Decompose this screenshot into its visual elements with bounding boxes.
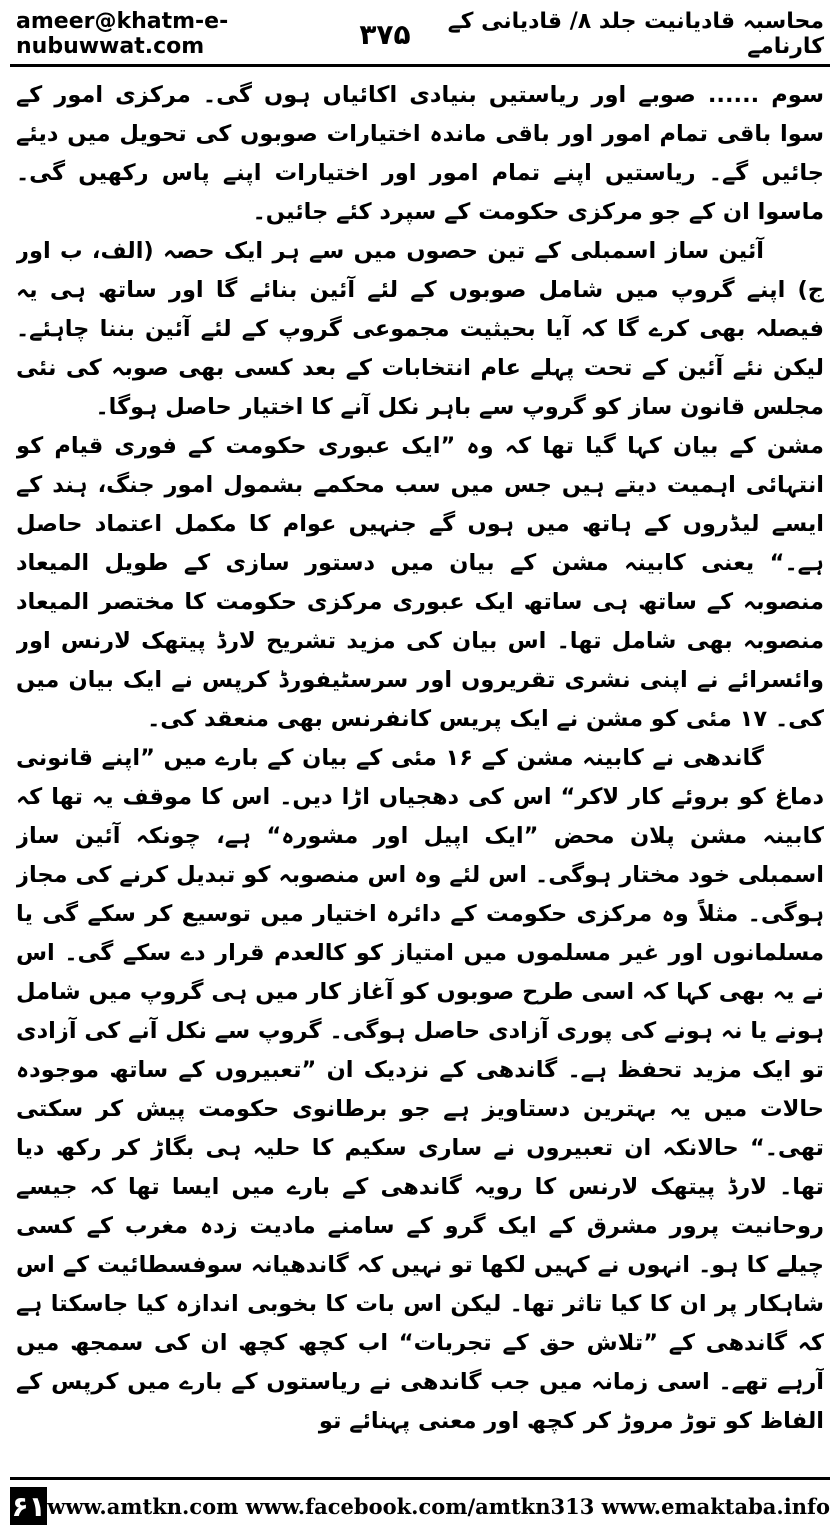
paragraph: گاندھی نے کابینہ مشن کے ۱۶ مئی کے بیان کے بارے میں ”اپنے قانونی دماغ کو بروئے کار لاکر“ اس کی دھجیاں اڑا دیں۔ اس کا موقف یہ تھا کہ کابینہ مشن پلان محض ”ایک اپیل اور مشورہ“ ہے، چونکہ آئین ساز اسمبلی خود مختار ہوگی۔ اس لئے وہ اس منصوبہ کو تبدیل کرنے کی مجاز ہوگی۔ مثلاً وہ مرکزی حکومت کے دائرہ اختیار میں توسیع کر سکے گی یا مسلمانوں اور غیر مسلموں میں امتیاز کو کالعدم قرار دے سکے گی۔ اس نے یہ بھی کہا کہ اسی طرح صوبوں کو آغاز کار میں ہی گروپ میں شامل ہونے یا نہ ہونے کی پوری آزادی حاصل ہوگی۔ گروپ سے نکل آنے کی آزادی تو ایک مزید تحفظ ہے۔ گاندھی کے نزدیک ان ”تعبیروں کے ساتھ موجودہ حالات میں یہ بہترین دستاویز ہے جو برطانوی حکومت پیش کر سکتی تھی۔“ حالانکہ ان تعبیروں نے ساری سکیم کا حلیہ ہی بگاڑ کر رکھ دیا تھا۔ لارڈ پیتھک لارنس کا رویہ گاندھی کے بارے میں ایسا تھا کہ جیسے روحانیت پرور مشرق کے ایک گرو کے سامنے مادیت زدہ مغرب کے کسی چیلے کا ہو۔ انہوں نے کہیں لکھا تو نہیں کہ گاندھیانہ سوفسطائیت کے اس شاہکار پر ان کا کیا تاثر تھا۔ لیکن اس بات کا بخوبی اندازہ کیا جاسکتا ہے کہ گاندھی کے ”تلاش حق کے تجربات“ اب کچھ کچھ ان کی سمجھ میں آرہے تھے۔ اسی زمانہ میں جب گاندھی نے ریاستوں کے بارے میں کرپس کے الفاظ کو توڑ مروڑ کر کچھ اور معنی پہنائے تو [16, 745, 824, 1434]
paragraph: سوم ...... صوبے اور ریاستیں بنیادی اکائیاں ہوں گی۔ مرکزی امور کے سوا باقی تمام امور اور باقی ماندہ اختیارات صوبوں کی تحویل میں دیئے جائیں گے۔ ریاستیں اپنے تمام امور اور اختیارات اپنے پاس رکھیں گی۔ ماسوا ان کے جو مرکزی حکومت کے سپرد کئے جائیں۔ [16, 82, 824, 225]
paragraph: آئین ساز اسمبلی کے تین حصوں میں سے ہر ایک حصہ (الف، ب اور ج) اپنے گروپ میں شامل صوبوں کے لئے آئین بنائے گا اور ساتھ ہی یہ فیصلہ بھی کرے گا کہ آیا بحیثیت مجموعی گروپ کے لئے آئین بننا چاہئے۔ لیکن نئے آئین کے تحت پہلے عام انتخابات کے بعد کسی بھی صوبہ کی نئی مجلس قانون ساز کو گروپ سے باہر نکل آنے کا اختیار حاصل ہوگا۔ [16, 238, 824, 420]
header-right [359, 9, 824, 59]
article-body [16, 76, 824, 1470]
page-header [16, 9, 824, 59]
folio-number: ۶۱ [10, 1487, 47, 1525]
paragraph: مشن کے بیان کہا گیا تھا کہ وہ ”ایک عبوری حکومت کے فوری قیام کو انتہائی اہمیت دیتے ہیں جس میں سب محکمے بشمول امور جنگ، ہند کے ایسے لیڈروں کے ہاتھ میں ہوں گے جنہیں عوام کا مکمل اعتماد حاصل ہے۔“ یعنی کابینہ مشن کے بیان میں دستور سازی کے طویل المیعاد منصوبہ کے ساتھ ہی ساتھ ایک عبوری مرکزی حکومت کا مختصر المیعاد منصوبہ بھی شامل تھا۔ اس بیان کی مزید تشریح لارڈ پیتھک لارنس اور وائسرائے نے اپنی نشری تقریروں اور سرسٹیفورڈ کرپس نے ایک بیان میں کی۔ ۱۷ مئی کو مشن نے ایک پریس کانفرنس بھی منعقد کی۔ [16, 433, 824, 732]
header-email: ameer@khatm-e-nubuwwat.com [16, 9, 229, 59]
page-footer [10, 1486, 830, 1526]
footer-divider [10, 1477, 830, 1480]
page-number: ۳۷۵ [359, 17, 411, 51]
footer-links: www.amtkn.com www.facebook.com/amtkn313 www.emaktaba.info [47, 1493, 830, 1519]
book-title: محاسبہ قادیانیت جلد ۸/ قادیانی کے کارنامے [447, 9, 824, 59]
header-divider [10, 64, 830, 67]
